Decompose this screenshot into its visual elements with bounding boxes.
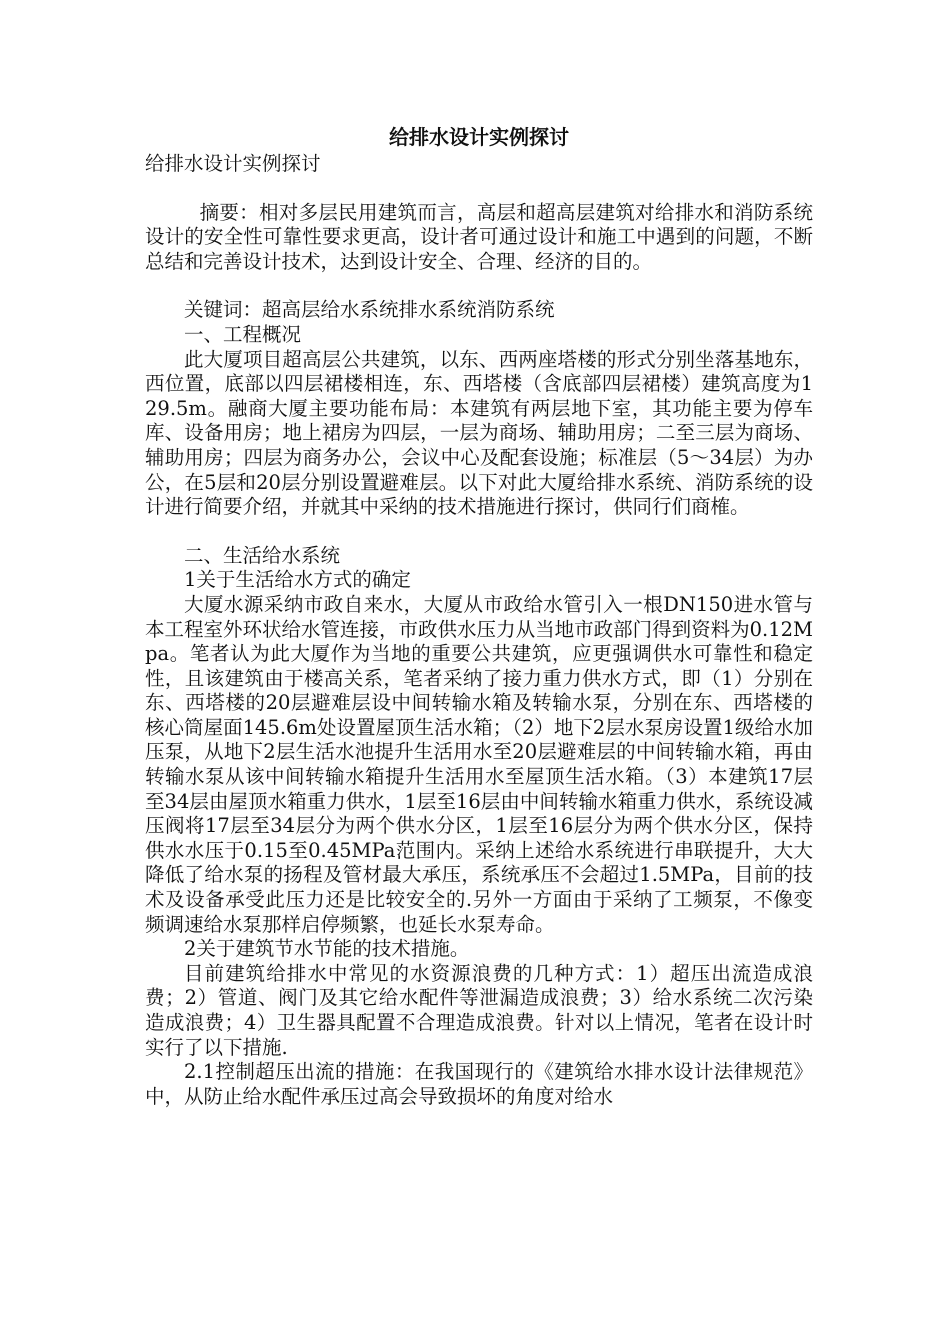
keywords-line: 关键词：超高层给水系统排水系统消防系统	[184, 298, 555, 322]
spacer	[145, 177, 813, 201]
overview-paragraph: 此大厦项目超高层公共建筑，以东、西两座塔楼的形式分别坐落基地东，西位置，底部以四层裙楼相连，东、西塔楼（含底部四层裙楼）建筑高度为129.5m。融商大厦主要功能布局：本建筑有两层地下室，其功能主要为停车库、设备用房；地上裙房为四层，一层为商场、辅助用房；二至三层为商场、辅助用房；四层为商务办公，会议中心及配套设施；标准层（5～34层）为办公，在5层和20层分别设置避难层。以下对此大厦给排水系统、消防系统的设计进行简要介绍，并就其中采纳的技术措施进行探讨，供同行们商榷。	[145, 347, 813, 519]
section-heading-overview: 一、工程概况	[184, 322, 302, 346]
document-body	[145, 122, 813, 1109]
section-heading-water-supply: 二、生活给水系统	[184, 543, 341, 567]
subsection-heading-supply-mode: 1关于生活给水方式的确定	[184, 568, 411, 592]
overpressure-paragraph: 2.1控制超压出流的措施：在我国现行的《建筑给水排水设计法律规范》中，从防止给水配件承压过高会导致损坏的角度对给水	[145, 1060, 813, 1108]
document-subtitle: 给排水设计实例探讨	[145, 152, 321, 175]
water-saving-paragraph: 目前建筑给排水中常见的水资源浪费的几种方式：1）超压出流造成浪费；2）管道、阀门及其它给水配件等泄漏造成浪费；3）给水系统二次污染造成浪费；4）卫生器具配置不合理造成浪费。针对以上情况，笔者在设计时实行了以下措施.	[145, 961, 813, 1059]
spacer	[145, 274, 813, 298]
abstract-paragraph: 摘要：相对多层民用建筑而言，高层和超高层建筑对给排水和消防系统设计的安全性可靠性要求更高，设计者可通过设计和施工中遇到的问题，不断总结和完善设计技术，达到设计安全、合理、经济的目的。	[145, 200, 813, 273]
document-title: 给排水设计实例探讨	[389, 125, 569, 149]
subsection-heading-water-saving: 2关于建筑节水节能的技术措施。	[184, 937, 470, 961]
supply-mode-paragraph: 大厦水源采纳市政自来水，大厦从市政给水管引入一根DN150进水管与本工程室外环状给水管连接，市政供水压力从当地市政部门得到资料为0.12Mpa。笔者认为此大厦作为当地的重要公共建筑，应更强调供水可靠性和稳定性，且该建筑由于楼高关系，笔者采纳了接力重力供水方式，即（1）分别在东、西塔楼的20层避难层设中间转输水箱及转输水泵，分别在东、西塔楼的核心筒屋面145.6m处设置屋顶生活水箱；（2）地下2层水泵房设置1级给水加压泵，从地下2层生活水池提升生活用水至20层避难层的中间转输水箱，再由转输水泵从该中间转输水箱提升生活用水至屋顶生活水箱。（3）本建筑17层至34层由屋顶水箱重力供水，1层至16层由中间转输水箱重力供水，系统设减压阀将17层至34层分为两个供水分区，1层至16层分为两个供水分区，保持供水水压于0.15至0.45MPa范围内。采纳上述给水系统进行串联提升，大大降低了给水泵的扬程及管材最大承压，系统承压不会超过1.5MPa，目前的技术及设备承受此压力还是比较安全的.另外一方面由于采纳了工频泵，不像变频调速给水泵那样启停频繁，也延长水泵寿命。	[145, 592, 813, 936]
spacer	[145, 520, 813, 544]
